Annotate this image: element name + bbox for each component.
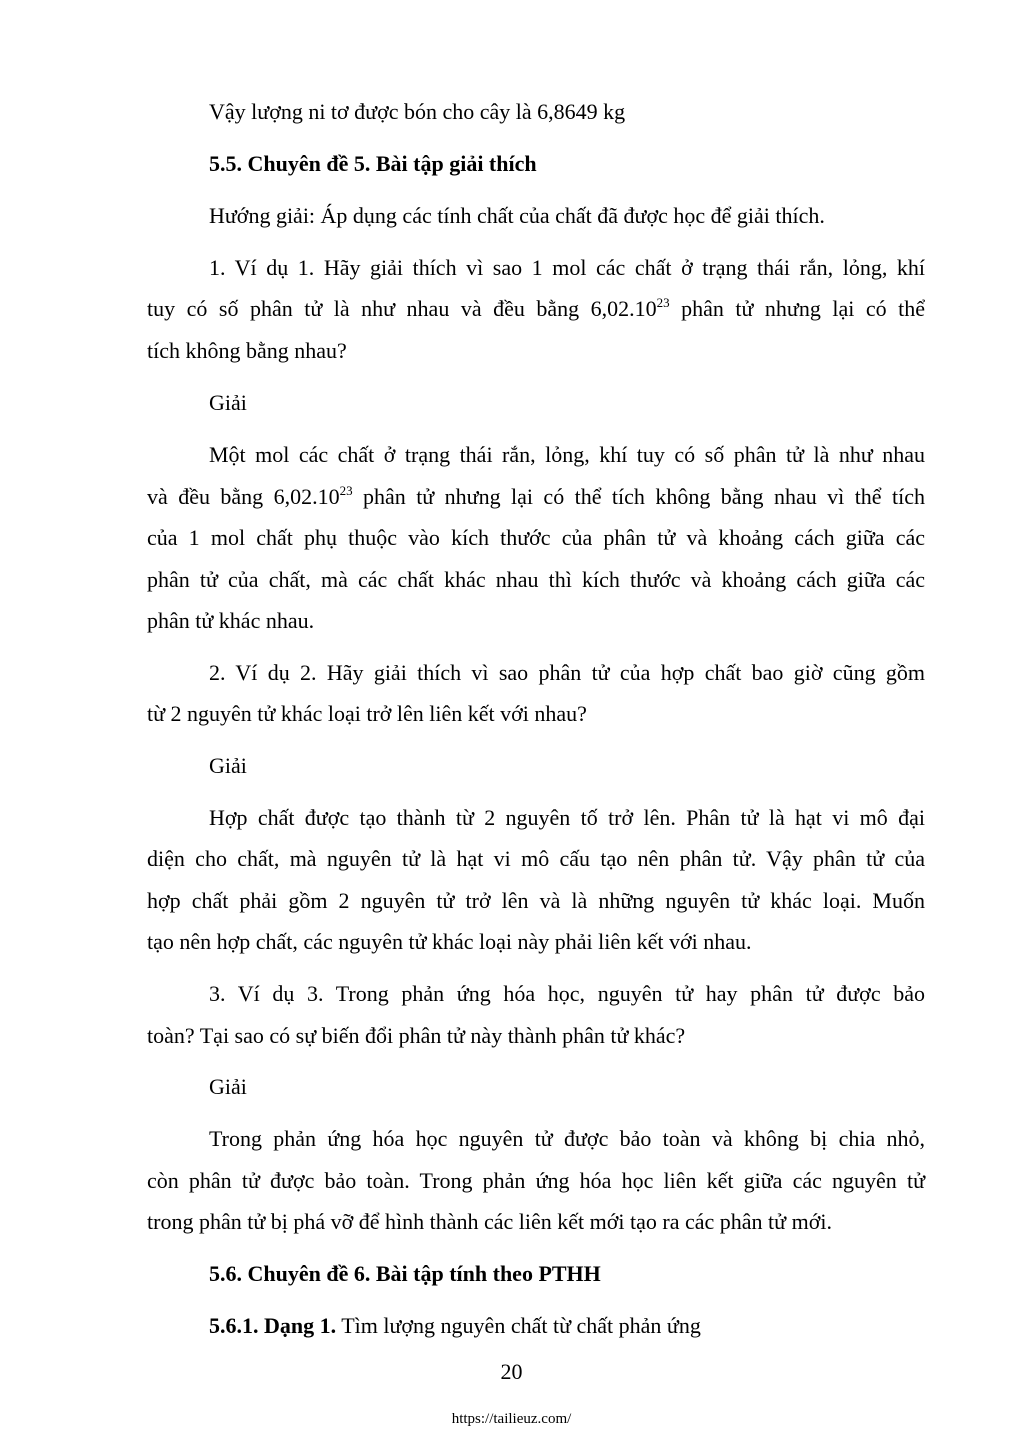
example-1-line: tích không bằng nhau? bbox=[147, 338, 347, 363]
section-heading-5-6: 5.6. Chuyên đề 6. Bài tập tính theo PTHH bbox=[209, 1261, 601, 1286]
solution-label: Giải bbox=[209, 390, 247, 415]
example-2-line: từ 2 nguyên tử khác loại trở lên liên kết với nhau? bbox=[147, 701, 587, 726]
text-span: phân tử nhưng lại có thể tích không bằng nhau vì thể tích bbox=[352, 484, 925, 509]
text-span: và đều bằng 6,02.10 bbox=[147, 484, 340, 509]
solution-label: Giải bbox=[209, 753, 247, 778]
page-number: 20 bbox=[500, 1359, 523, 1384]
example-3-line: 3. Ví dụ 3. Trong phản ứng hóa học, nguyên tử hay phân tử được bảo bbox=[209, 981, 925, 1006]
paragraph-line: Vậy lượng ni tơ được bón cho cây là 6,8649 kg bbox=[209, 99, 626, 124]
text-span: phân tử nhưng lại có thể bbox=[669, 296, 925, 321]
answer-2-line: hợp chất phải gồm 2 nguyên tử trở lên và là những nguyên tử khác loại. Muốn bbox=[147, 888, 925, 913]
answer-3-line: còn phân tử được bảo toàn. Trong phản ứng hóa học liên kết giữa các nguyên tử bbox=[147, 1168, 925, 1193]
subsection-heading-5-6-1 bbox=[209, 1313, 701, 1339]
footer-url: https://tailieuz.com/ bbox=[451, 1411, 572, 1427]
answer-2-line: Hợp chất được tạo thành từ 2 nguyên tố trở lên. Phân tử là hạt vi mô đại bbox=[209, 805, 925, 830]
answer-1-line: phân tử khác nhau. bbox=[147, 608, 315, 633]
section-heading-5-5: 5.5. Chuyên đề 5. Bài tập giải thích bbox=[209, 151, 537, 176]
answer-3-line: trong phân tử bị phá vỡ để hình thành các liên kết mới tạo ra các phân tử mới. bbox=[147, 1209, 832, 1234]
answer-1-line: phân tử của chất, mà các chất khác nhau thì kích thước và khoảng cách giữa các bbox=[147, 567, 925, 592]
answer-2-line: diện cho chất, mà nguyên tử là hạt vi mô cấu tạo nên phân tử. Vậy phân tử của bbox=[147, 846, 925, 871]
subsection-title: Tìm lượng nguyên chất từ chất phản ứng bbox=[336, 1313, 701, 1338]
paragraph-line: Hướng giải: Áp dụng các tính chất của chất đã được học để giải thích. bbox=[209, 203, 825, 228]
superscript: 23 bbox=[339, 483, 353, 498]
example-1-line bbox=[147, 296, 925, 322]
example-2-line: 2. Ví dụ 2. Hãy giải thích vì sao phân tử của hợp chất bao giờ cũng gồm bbox=[209, 660, 925, 685]
example-3-line: toàn? Tại sao có sự biến đổi phân tử này thành phân tử khác? bbox=[147, 1023, 686, 1048]
example-1-line: 1. Ví dụ 1. Hãy giải thích vì sao 1 mol các chất ở trạng thái rắn, lỏng, khí bbox=[209, 255, 925, 280]
answer-2-line: tạo nên hợp chất, các nguyên tử khác loại này phải liên kết với nhau. bbox=[147, 929, 752, 954]
answer-1-line: của 1 mol chất phụ thuộc vào kích thước của phân tử và khoảng cách giữa các bbox=[147, 525, 925, 550]
answer-3-line: Trong phản ứng hóa học nguyên tử được bảo toàn và không bị chia nhỏ, bbox=[209, 1126, 925, 1151]
answer-1-line: Một mol các chất ở trạng thái rắn, lỏng, khí tuy có số phân tử là như nhau bbox=[209, 442, 925, 467]
subsection-number: 5.6.1. Dạng 1. bbox=[209, 1313, 337, 1338]
text-span: tuy có số phân tử là như nhau và đều bằng 6,02.10 bbox=[147, 296, 657, 321]
superscript: 23 bbox=[656, 295, 670, 310]
answer-1-line bbox=[147, 484, 925, 510]
solution-label: Giải bbox=[209, 1074, 247, 1099]
